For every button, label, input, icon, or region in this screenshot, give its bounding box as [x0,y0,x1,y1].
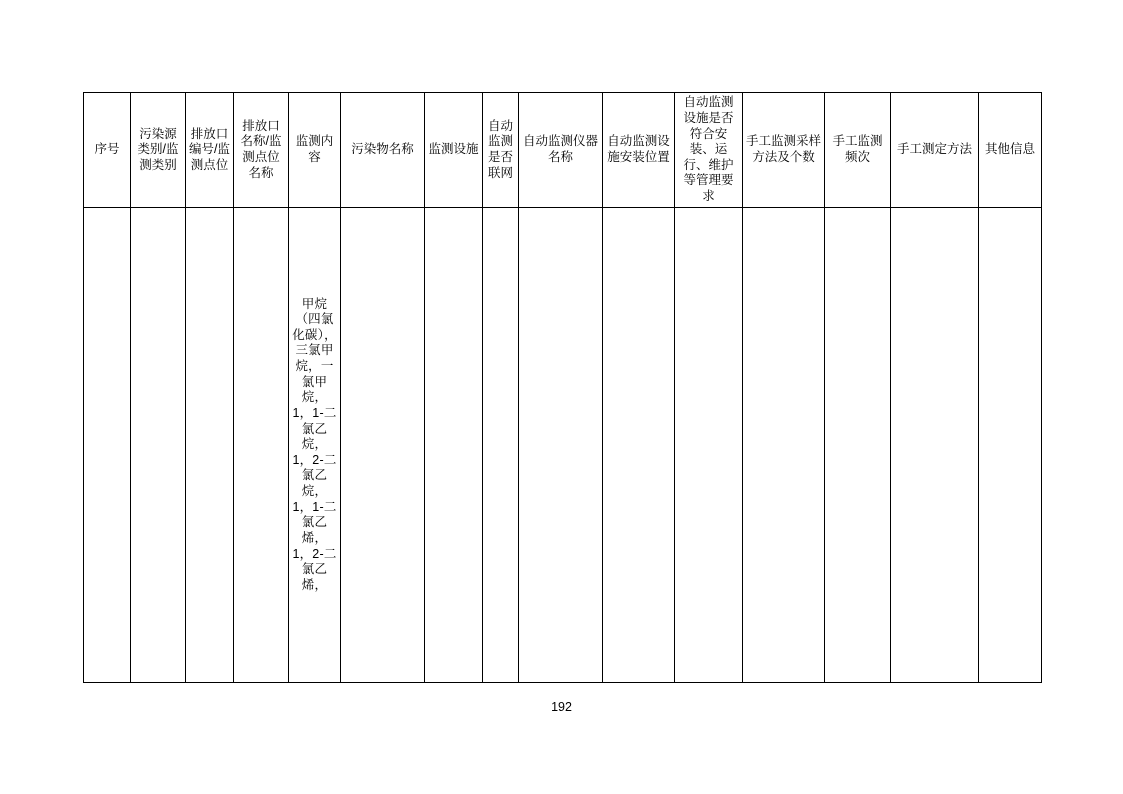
col-header-auto-install-location: 自动监测设施安装位置 [603,93,675,208]
col-header-outlet-code: 排放口编号/监测点位 [186,93,234,208]
cell-auto-instrument-name [519,208,603,683]
col-header-auto-compliance: 自动监测设施是否符合安装、运行、维护等管理要求 [675,93,743,208]
cell-manual-measure-method [891,208,979,683]
cell-outlet-name [234,208,289,683]
cell-auto-compliance [675,208,743,683]
col-header-monitor-content: 监测内容 [289,93,341,208]
col-header-auto-instrument-name: 自动监测仪器名称 [519,93,603,208]
col-header-seq: 序号 [84,93,131,208]
cell-outlet-code [186,208,234,683]
col-header-manual-frequency: 手工监测频次 [825,93,891,208]
col-header-auto-networked: 自动监测是否联网 [483,93,519,208]
cell-monitor-facility [425,208,483,683]
col-header-manual-measure-method: 手工测定方法 [891,93,979,208]
col-header-other-info: 其他信息 [979,93,1042,208]
cell-other-info [979,208,1042,683]
cell-auto-install-location [603,208,675,683]
col-header-monitor-facility: 监测设施 [425,93,483,208]
cell-auto-networked [483,208,519,683]
page-number: 192 [551,700,572,714]
table-header-row [84,93,1042,208]
cell-manual-sampling-method [743,208,825,683]
monitoring-table-container [83,92,1041,683]
cell-monitor-content: 甲烷（四氯化碳），三氯甲烷，一氯甲烷，1，1-二氯乙烷，1，2-二氯乙烷，1，1-二氯乙烯，1，2-二氯乙烯， [289,208,341,683]
table-row [84,208,1042,683]
cell-pollutant-name [341,208,425,683]
cell-source-type [131,208,186,683]
col-header-outlet-name: 排放口名称/监测点位名称 [234,93,289,208]
col-header-source-type: 污染源类别/监测类别 [131,93,186,208]
cell-seq [84,208,131,683]
monitoring-table [83,92,1042,683]
col-header-pollutant-name: 污染物名称 [341,93,425,208]
col-header-manual-sampling-method: 手工监测采样方法及个数 [743,93,825,208]
cell-manual-frequency [825,208,891,683]
